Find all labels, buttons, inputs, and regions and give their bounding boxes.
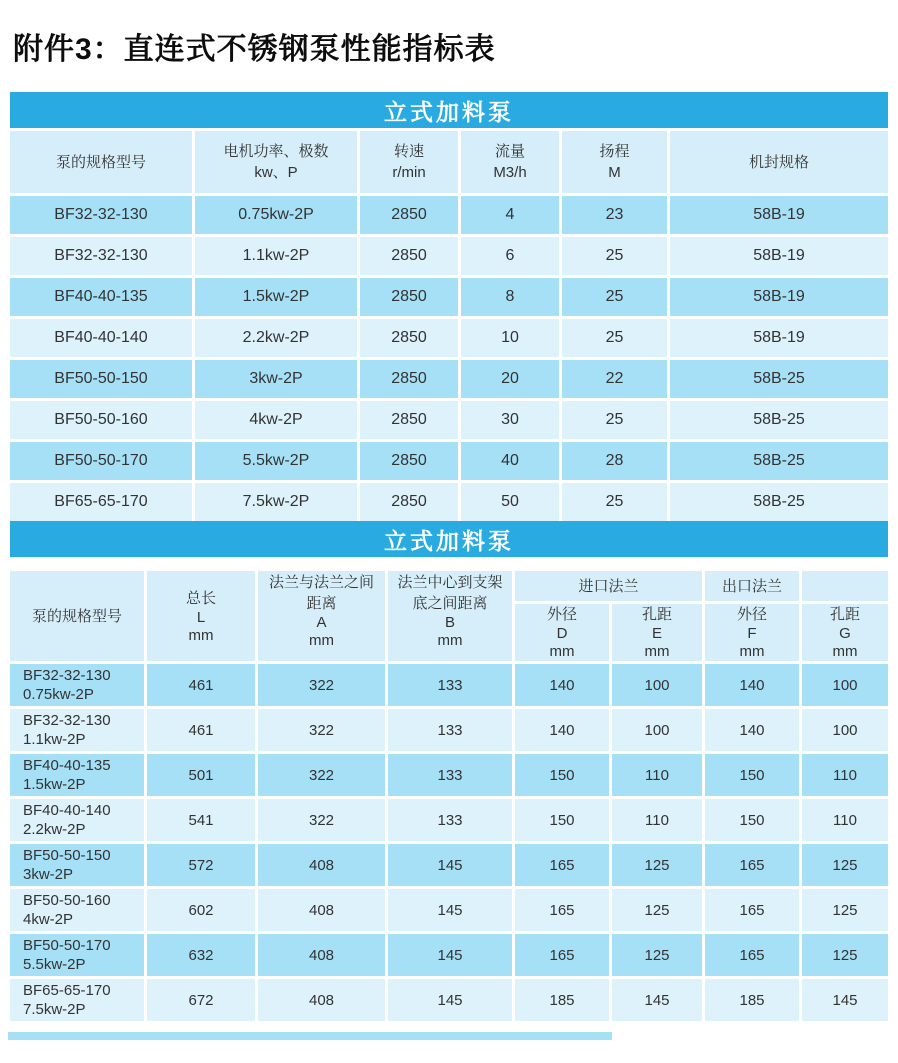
t2-cell-r4-c2: 541 bbox=[147, 799, 255, 841]
t2-cell-r3-c2: 501 bbox=[147, 754, 255, 796]
t1-header-line: 转速 bbox=[393, 143, 424, 160]
t2-model-line: 1.1kw-2P bbox=[23, 731, 86, 748]
t2-model-cell-r7 bbox=[10, 934, 144, 976]
t1-cell-r5-c3: 2850 bbox=[360, 360, 458, 398]
t1-cell-r4-c6: 58B-19 bbox=[670, 319, 888, 357]
dimensions-table-titlebar: 立式加料泵 bbox=[10, 521, 888, 557]
t2-model-line: 0.75kw-2P bbox=[23, 686, 94, 703]
t2-cell-r8-c6: 145 bbox=[612, 979, 702, 1021]
t1-header-col3 bbox=[360, 131, 458, 193]
t2-cell-r6-c8: 125 bbox=[802, 889, 888, 931]
t2-header-outlet-hole-pitch bbox=[802, 604, 888, 661]
t1-cell-r1-c4: 4 bbox=[461, 196, 559, 234]
t2-cell-r2-c6: 100 bbox=[612, 709, 702, 751]
t1-cell-r1-c2: 0.75kw-2P bbox=[195, 196, 357, 234]
t2-header-d-symbol: D bbox=[556, 625, 568, 642]
t1-cell-r3-c4: 8 bbox=[461, 278, 559, 316]
t2-model-line: 5.5kw-2P bbox=[23, 956, 86, 973]
t2-header-a-line2: 距离 bbox=[306, 595, 337, 612]
t1-cell-r6-c5: 25 bbox=[562, 401, 667, 439]
t2-cell-r1-c4: 133 bbox=[388, 664, 512, 706]
t2-cell-r1-c8: 100 bbox=[802, 664, 888, 706]
t2-header-inlet-od bbox=[515, 604, 609, 661]
t2-cell-r7-c4: 145 bbox=[388, 934, 512, 976]
t2-header-total-length-line: 总长 bbox=[185, 589, 216, 607]
t2-header-outlet-flange-group: 出口法兰 bbox=[705, 571, 799, 601]
t2-cell-r3-c6: 110 bbox=[612, 754, 702, 796]
t1-cell-r8-c2: 7.5kw-2P bbox=[195, 483, 357, 521]
t1-cell-r2-c1: BF32-32-130 bbox=[10, 237, 192, 275]
t1-cell-r4-c1: BF40-40-140 bbox=[10, 319, 192, 357]
t1-cell-r8-c4: 50 bbox=[461, 483, 559, 521]
t2-cell-r2-c8: 100 bbox=[802, 709, 888, 751]
t1-cell-r7-c6: 58B-25 bbox=[670, 442, 888, 480]
t1-cell-r7-c2: 5.5kw-2P bbox=[195, 442, 357, 480]
t2-model-line: BF32-32-130 bbox=[23, 712, 111, 729]
t2-cell-r6-c7: 165 bbox=[705, 889, 799, 931]
t2-model-line: BF40-40-140 bbox=[23, 802, 111, 819]
t2-cell-r6-c4: 145 bbox=[388, 889, 512, 931]
t2-header-outlet-od bbox=[705, 604, 799, 661]
t2-model-cell-r6 bbox=[10, 889, 144, 931]
t2-cell-r3-c3: 322 bbox=[258, 754, 385, 796]
t2-header-total-length-unit: mm bbox=[188, 626, 214, 644]
performance-table-titlebar: 立式加料泵 bbox=[10, 92, 888, 128]
t2-cell-r4-c4: 133 bbox=[388, 799, 512, 841]
t2-model-line: BF50-50-160 bbox=[23, 892, 111, 909]
t2-cell-r5-c4: 145 bbox=[388, 844, 512, 886]
t1-cell-r1-c1: BF32-32-130 bbox=[10, 196, 192, 234]
t1-cell-r2-c5: 25 bbox=[562, 237, 667, 275]
t2-cell-r7-c5: 165 bbox=[515, 934, 609, 976]
t1-header-col5 bbox=[562, 131, 667, 193]
t2-header-d-unit: mm bbox=[549, 643, 575, 660]
t2-header-f-line: 外径 bbox=[736, 606, 767, 623]
t2-cell-r4-c5: 150 bbox=[515, 799, 609, 841]
t2-cell-r8-c2: 672 bbox=[147, 979, 255, 1021]
t1-cell-r8-c1: BF65-65-170 bbox=[10, 483, 192, 521]
t1-header-col4 bbox=[461, 131, 559, 193]
t2-cell-r7-c2: 632 bbox=[147, 934, 255, 976]
t1-cell-r8-c6: 58B-25 bbox=[670, 483, 888, 521]
t1-cell-r2-c3: 2850 bbox=[360, 237, 458, 275]
t2-cell-r1-c7: 140 bbox=[705, 664, 799, 706]
t2-cell-r1-c3: 322 bbox=[258, 664, 385, 706]
t2-header-a-symbol: A bbox=[316, 614, 327, 631]
t1-header-line: kw、P bbox=[254, 164, 298, 181]
t2-header-g-symbol: G bbox=[839, 625, 851, 642]
t1-cell-r2-c6: 58B-19 bbox=[670, 237, 888, 275]
t1-header-line: M3/h bbox=[493, 164, 527, 181]
t2-cell-r5-c2: 572 bbox=[147, 844, 255, 886]
t2-cell-r7-c8: 125 bbox=[802, 934, 888, 976]
t2-model-cell-r1 bbox=[10, 664, 144, 706]
t1-header-col2 bbox=[195, 131, 357, 193]
t2-model-line: BF40-40-135 bbox=[23, 757, 111, 774]
t2-cell-r8-c4: 145 bbox=[388, 979, 512, 1021]
t1-cell-r1-c5: 23 bbox=[562, 196, 667, 234]
t1-cell-r4-c5: 25 bbox=[562, 319, 667, 357]
t2-cell-r5-c6: 125 bbox=[612, 844, 702, 886]
t2-cell-r5-c3: 408 bbox=[258, 844, 385, 886]
t2-header-b-symbol: B bbox=[444, 614, 455, 631]
t1-cell-r4-c4: 10 bbox=[461, 319, 559, 357]
t2-header-b-line2: 底之间距离 bbox=[412, 595, 488, 612]
t2-header-e-symbol: E bbox=[651, 625, 662, 642]
t1-cell-r3-c5: 25 bbox=[562, 278, 667, 316]
t2-cell-r7-c3: 408 bbox=[258, 934, 385, 976]
t2-header-total-length bbox=[147, 571, 255, 661]
t1-cell-r5-c4: 20 bbox=[461, 360, 559, 398]
t2-model-cell-r2 bbox=[10, 709, 144, 751]
t2-header-total-length-symbol: L bbox=[196, 608, 206, 626]
t2-header-inlet-hole-pitch bbox=[612, 604, 702, 661]
t2-model-line: BF32-32-130 bbox=[23, 667, 111, 684]
t2-cell-r3-c4: 133 bbox=[388, 754, 512, 796]
t2-cell-r4-c8: 110 bbox=[802, 799, 888, 841]
t1-cell-r7-c4: 40 bbox=[461, 442, 559, 480]
t1-cell-r4-c3: 2850 bbox=[360, 319, 458, 357]
t2-cell-r5-c8: 125 bbox=[802, 844, 888, 886]
t1-cell-r7-c5: 28 bbox=[562, 442, 667, 480]
t2-header-inlet-flange-group: 进口法兰 bbox=[515, 571, 702, 601]
t2-cell-r4-c6: 110 bbox=[612, 799, 702, 841]
t2-cell-r7-c7: 165 bbox=[705, 934, 799, 976]
t2-cell-r4-c7: 150 bbox=[705, 799, 799, 841]
t1-cell-r2-c4: 6 bbox=[461, 237, 559, 275]
t2-header-model bbox=[10, 571, 144, 661]
t1-header-line: 泵的规格型号 bbox=[55, 153, 146, 171]
t2-header-g-line: 孔距 bbox=[829, 606, 860, 623]
t2-cell-r3-c8: 110 bbox=[802, 754, 888, 796]
t2-cell-r6-c5: 165 bbox=[515, 889, 609, 931]
t1-header-line: 电机功率、极数 bbox=[223, 143, 329, 160]
t2-header-e-unit: mm bbox=[644, 643, 670, 660]
t2-model-cell-r8 bbox=[10, 979, 144, 1021]
t2-model-line: BF50-50-170 bbox=[23, 937, 111, 954]
t1-header-line: 流量 bbox=[494, 143, 525, 160]
t1-cell-r4-c2: 2.2kw-2P bbox=[195, 319, 357, 357]
t1-cell-r8-c5: 25 bbox=[562, 483, 667, 521]
t2-model-cell-r4 bbox=[10, 799, 144, 841]
performance-table-grid bbox=[10, 131, 888, 521]
page-title: 附件3：直连式不锈钢泵性能指标表 bbox=[13, 33, 496, 66]
t1-cell-r6-c2: 4kw-2P bbox=[195, 401, 357, 439]
t2-cell-r8-c3: 408 bbox=[258, 979, 385, 1021]
t2-model-line: 4kw-2P bbox=[23, 911, 74, 928]
t1-cell-r5-c2: 3kw-2P bbox=[195, 360, 357, 398]
t2-cell-r2-c5: 140 bbox=[515, 709, 609, 751]
t1-cell-r3-c2: 1.5kw-2P bbox=[195, 278, 357, 316]
t2-model-line: 3kw-2P bbox=[23, 866, 74, 883]
t1-cell-r5-c6: 58B-25 bbox=[670, 360, 888, 398]
t2-model-line: 1.5kw-2P bbox=[23, 776, 86, 793]
t2-cell-r1-c6: 100 bbox=[612, 664, 702, 706]
t1-cell-r5-c1: BF50-50-150 bbox=[10, 360, 192, 398]
t2-header-b-line1: 法兰中心到支架 bbox=[397, 574, 503, 591]
t2-header-e-line: 孔距 bbox=[641, 606, 672, 623]
t2-cell-r2-c3: 322 bbox=[258, 709, 385, 751]
t1-cell-r3-c6: 58B-19 bbox=[670, 278, 888, 316]
t2-cell-r5-c7: 165 bbox=[705, 844, 799, 886]
t2-cell-r6-c6: 125 bbox=[612, 889, 702, 931]
t2-cell-r3-c5: 150 bbox=[515, 754, 609, 796]
t2-cell-r2-c7: 140 bbox=[705, 709, 799, 751]
dimensions-table-grid bbox=[10, 571, 888, 1021]
t2-header-flange-distance-a bbox=[258, 571, 385, 661]
t1-header-line: 机封规格 bbox=[748, 153, 809, 171]
t2-header-a-line1: 法兰与法兰之间 bbox=[268, 574, 374, 591]
t1-header-line: r/min bbox=[392, 164, 426, 181]
t2-header-f-unit: mm bbox=[739, 643, 765, 660]
performance-table bbox=[10, 92, 888, 521]
t1-cell-r6-c1: BF50-50-160 bbox=[10, 401, 192, 439]
t1-cell-r5-c5: 22 bbox=[562, 360, 667, 398]
t2-cell-r1-c5: 140 bbox=[515, 664, 609, 706]
dimensions-table bbox=[10, 521, 888, 1021]
t2-cell-r4-c3: 322 bbox=[258, 799, 385, 841]
t2-model-line: 2.2kw-2P bbox=[23, 821, 86, 838]
t2-cell-r8-c5: 185 bbox=[515, 979, 609, 1021]
t1-cell-r6-c4: 30 bbox=[461, 401, 559, 439]
t2-header-empty-group bbox=[802, 571, 888, 601]
t1-cell-r3-c3: 2850 bbox=[360, 278, 458, 316]
t2-cell-r5-c5: 165 bbox=[515, 844, 609, 886]
t2-header-bracket-distance-b bbox=[388, 571, 512, 661]
t2-model-cell-r3 bbox=[10, 754, 144, 796]
t2-cell-r2-c2: 461 bbox=[147, 709, 255, 751]
t2-header-b-unit: mm bbox=[437, 632, 463, 649]
t2-cell-r8-c7: 185 bbox=[705, 979, 799, 1021]
t1-cell-r6-c3: 2850 bbox=[360, 401, 458, 439]
t1-header-col1 bbox=[10, 131, 192, 193]
t2-header-g-unit: mm bbox=[832, 643, 858, 660]
t1-cell-r3-c1: BF40-40-135 bbox=[10, 278, 192, 316]
t1-cell-r1-c6: 58B-19 bbox=[670, 196, 888, 234]
t2-cell-r1-c2: 461 bbox=[147, 664, 255, 706]
t2-model-cell-r5 bbox=[10, 844, 144, 886]
t1-header-line: 扬程 bbox=[599, 143, 630, 160]
t2-cell-r8-c8: 145 bbox=[802, 979, 888, 1021]
t2-header-d-line: 外径 bbox=[546, 606, 577, 623]
t1-cell-r8-c3: 2850 bbox=[360, 483, 458, 521]
t2-model-line: BF65-65-170 bbox=[23, 982, 111, 999]
t1-header-col6 bbox=[670, 131, 888, 193]
t1-header-line: M bbox=[608, 164, 621, 181]
t2-cell-r7-c6: 125 bbox=[612, 934, 702, 976]
t1-cell-r2-c2: 1.1kw-2P bbox=[195, 237, 357, 275]
t1-cell-r1-c3: 2850 bbox=[360, 196, 458, 234]
t2-model-line: BF50-50-150 bbox=[23, 847, 111, 864]
t2-cell-r6-c2: 602 bbox=[147, 889, 255, 931]
t1-cell-r6-c6: 58B-25 bbox=[670, 401, 888, 439]
t2-cell-r2-c4: 133 bbox=[388, 709, 512, 751]
t2-model-line: 7.5kw-2P bbox=[23, 1001, 86, 1018]
t2-header-f-symbol: F bbox=[747, 625, 757, 642]
t1-cell-r7-c1: BF50-50-170 bbox=[10, 442, 192, 480]
t2-cell-r6-c3: 408 bbox=[258, 889, 385, 931]
t2-cell-r3-c7: 150 bbox=[705, 754, 799, 796]
t2-header-model-label: 泵的规格型号 bbox=[31, 607, 122, 625]
t1-cell-r7-c3: 2850 bbox=[360, 442, 458, 480]
t2-header-a-unit: mm bbox=[309, 632, 334, 649]
